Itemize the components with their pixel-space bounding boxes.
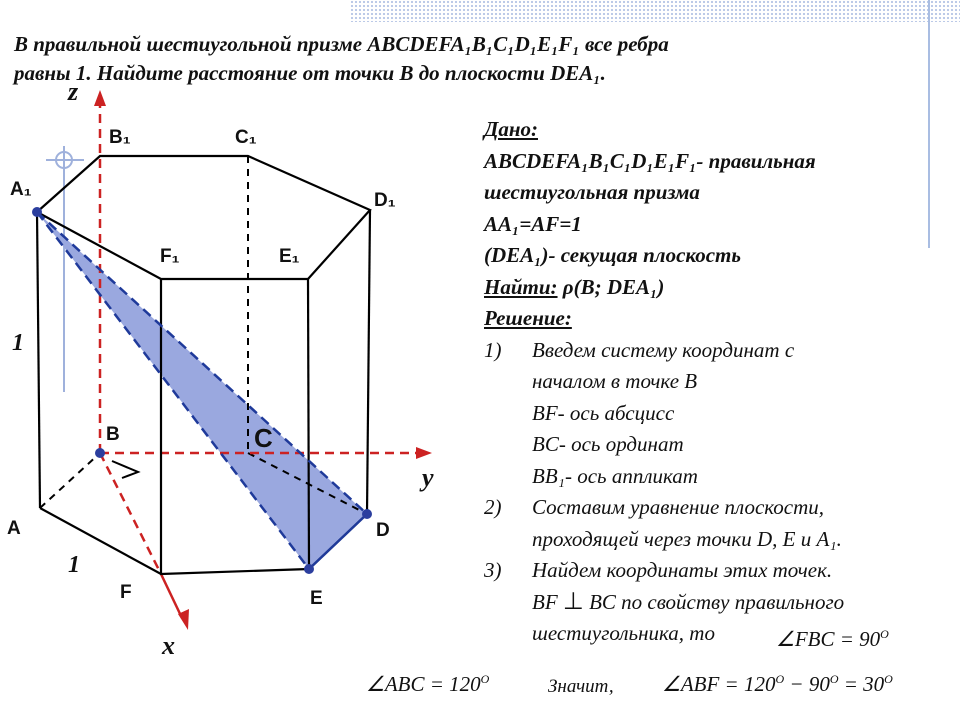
- perpendicular-icon: ⊥: [562, 588, 584, 615]
- given-line-1: ABCDEFA₁B₁C₁D₁E₁F₁- правильная: [484, 148, 816, 173]
- label-b: B: [106, 424, 120, 445]
- label-c: C: [254, 423, 273, 453]
- degree-mark: O: [480, 672, 490, 686]
- step-2-line-2: проходящей через точки D, E и A₁.: [532, 526, 842, 551]
- formula-thus: Значит,: [548, 676, 614, 697]
- point-a1: [32, 207, 42, 217]
- label-e: E: [310, 588, 323, 609]
- label-c1: C₁: [235, 127, 257, 148]
- formula-abc: ∠ABC = $120^O$: [366, 672, 490, 696]
- point-b: [95, 448, 105, 458]
- degree-mark: O: [829, 672, 839, 686]
- hidden-edges: [40, 156, 367, 514]
- step-2-line-1: Составим уравнение плоскости,: [532, 495, 825, 519]
- label-f: F: [120, 582, 132, 603]
- given-title: Дано:: [484, 117, 538, 141]
- label-a1: A₁: [10, 179, 32, 200]
- right-angle-mark: [112, 461, 138, 478]
- find-title: Найти:: [484, 274, 558, 299]
- degree-mark: O: [880, 627, 889, 641]
- given-line-3: AA₁=AF=1: [484, 211, 582, 236]
- given-line-2: шестиугольная призма: [484, 180, 700, 204]
- step-1-line-5: BB₁- ось аппликат: [532, 463, 698, 488]
- point-e: [304, 564, 314, 574]
- degree-mark: O: [775, 672, 785, 686]
- step-2-number: 2): [484, 495, 502, 519]
- point-d: [362, 509, 372, 519]
- step-1-number: 1): [484, 337, 502, 362]
- degree-mark: O: [884, 672, 893, 686]
- step-3-line-2: [532, 587, 944, 619]
- step-1-line-3: BF- ось абсцисс: [532, 400, 675, 425]
- step-3-bf: BF: [532, 589, 558, 614]
- given-line-4: (DEA₁)- секущая плоскость: [484, 243, 741, 267]
- solve-title: Решение:: [484, 306, 572, 330]
- step-3-line-3: шестиугольника, то: [532, 621, 715, 645]
- formula-abf: ∠ABF = $120^O - 90^O = 30^O$: [662, 672, 893, 696]
- step-1: [484, 335, 944, 493]
- label-f1: F₁: [160, 246, 180, 267]
- label-edge-vertical: 1: [12, 330, 24, 356]
- label-axis-x: x: [162, 631, 175, 660]
- section-plane-dea1: [37, 212, 367, 569]
- label-b1: B₁: [109, 127, 131, 148]
- problem-line-2: равны 1. Найдите расстояние от точки B до плоскости DEA₁.: [14, 61, 606, 85]
- coordinate-axes: [94, 90, 432, 630]
- step-3-number: 3): [484, 558, 502, 582]
- label-e1: E₁: [279, 246, 300, 267]
- step-1-line-4: BC- ось ординат: [532, 432, 684, 456]
- find-text: ρ(B; DEA₁): [562, 274, 665, 299]
- label-axis-z: z: [68, 77, 79, 106]
- step-3-rest: BC по свойству правильного: [589, 589, 845, 614]
- label-d: D: [376, 520, 390, 541]
- solution-panel: [484, 114, 944, 650]
- label-edge-base: 1: [68, 552, 80, 578]
- step-1-line-2: началом в точке B: [532, 369, 698, 393]
- step-2: [484, 492, 944, 555]
- find-line: [484, 272, 944, 304]
- label-d1: D₁: [374, 190, 396, 211]
- label-axis-y: y: [422, 463, 434, 492]
- problem-line-1: В правильной шестиугольной призме ABCDEFA₁B₁C₁D₁E₁F₁ все ребра: [14, 32, 669, 56]
- crosshair-decoration: [46, 146, 84, 392]
- step-3-line-1: Найдем координаты этих точек.: [532, 558, 833, 582]
- step-1-line-1: Введем систему координат с: [532, 337, 795, 362]
- formula-fbc: ∠FBC = $90^O$: [776, 627, 889, 651]
- label-a: A: [7, 518, 21, 539]
